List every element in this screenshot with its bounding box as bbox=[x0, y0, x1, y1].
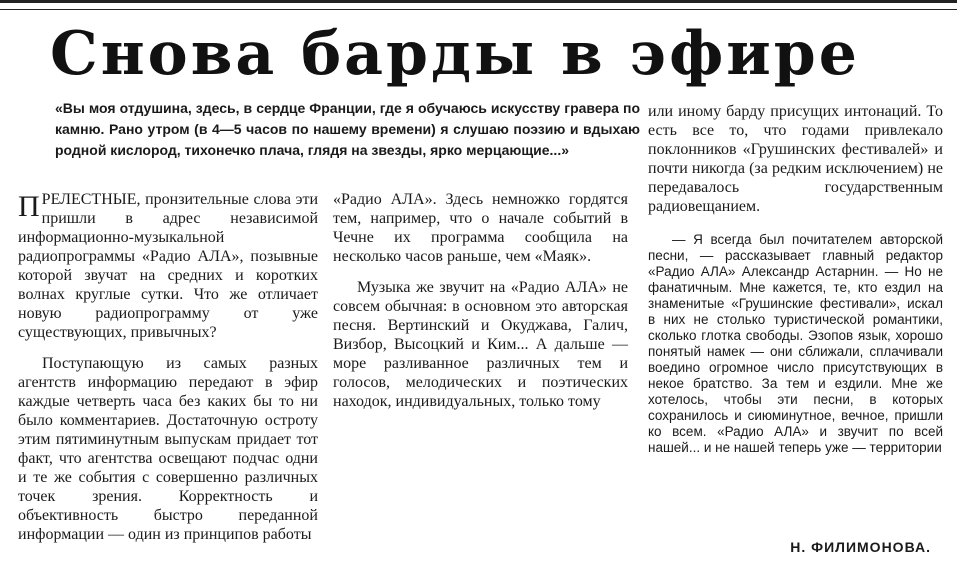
column-3 bbox=[648, 102, 943, 456]
column-1 bbox=[18, 190, 318, 544]
column-2 bbox=[333, 190, 628, 411]
paragraph-news: Поступающую из самых разных агентств информацию передают в эфир каждые четверть часа без каких бы то ни было комментариев. Достаточную остроту этим пятиминутным выпускам придает тот факт, что агентства освещают подчас одни и те же события с совершенно различных точек зрения. Корректность и объективность быстро переданной информации — один из принципов работы bbox=[18, 355, 318, 543]
quote-paragraph: — Я всегда был почитателем авторской песни, — рассказывает главный редактор «Радио АЛА» Александр Астарнин. — Но не фанатичным. Мне кажется, те, кто ездил на знаменитые «Грушинские фестивали», искал в них не столько туристической романтики, сколько глотка свободы. Эзопов язык, хорошо понятый намек — они сближали, сплачивали воедино огромное число присутствующих в некое братство. За тем и ездили. Мне же хотелось, чтобы эти песни, в которых сохранилось и сиюминутное, вечное, пришли ко всем. «Радио АЛА» и звучит по всей нашей... и не нашей теперь уже — территории bbox=[648, 232, 943, 455]
top-rule bbox=[0, 0, 957, 10]
drop-cap: П bbox=[18, 190, 40, 223]
headline: Снова барды в эфире bbox=[50, 19, 860, 89]
epigraph: «Вы моя отдушина, здесь, в сердце Франции, где я обучаюсь искусству гравера по камню. Рано утром (в 4—5 часов по нашему времени) я слушаю поэзию и вдыхаю родной кислород, тихонечко плача, глядя на звезды, ярко мерцающие...» bbox=[55, 100, 640, 158]
lead-paragraph bbox=[18, 190, 318, 342]
byline: Н. ФИЛИМОНОВА. bbox=[790, 539, 931, 555]
paragraph-music: Музыка же звучит на «Радио АЛА» не совсем обычная: в основном это авторская песня. Вертинский и Окуджава, Галич, Визбор, Высоцкий и Ким... А дальше — море разливанное различных тем и голосов, мелодических и поэтических находок, индивидуальных, только тому bbox=[333, 279, 628, 410]
lead-paragraph-text: РЕЛЕСТНЫЕ, пронзительные слова эти пришли в адрес независимой информационно-музыкальной радиопрограммы «Радио АЛА», позывные которой звучат на средних и коротких волнах круглые сутки. Что же отличает новую радиопрограмму от уже существующих, привычных? bbox=[18, 191, 318, 341]
paragraph-news-continued: «Радио АЛА». Здесь немножко гордятся тем, например, что о начале событий в Чечне их программа сообщила на несколько часов раньше, чем «Маяк». bbox=[333, 191, 628, 265]
paragraph-music-continued: или иному барду присущих интонаций. То есть все то, что годами привлекало поклонников «Грушинских фестивалей» и почти никогда (за редким исключением) не передавалось государственным радиовещанием. bbox=[648, 103, 943, 215]
